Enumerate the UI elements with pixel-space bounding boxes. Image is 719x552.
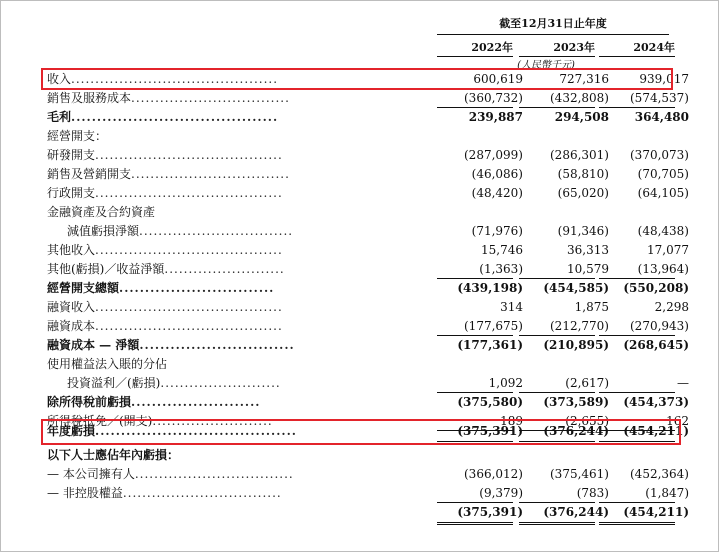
value-2022: (375,391) xyxy=(457,424,523,438)
value-2023: (2,655) xyxy=(565,414,609,428)
value-2024: (574,537) xyxy=(630,91,689,105)
subtotal-rule xyxy=(437,107,513,108)
value-2022: (366,012) xyxy=(464,467,523,481)
row-label: 其他收入....................................... xyxy=(47,243,283,257)
subtotal-rule xyxy=(437,392,513,393)
value-2024: 939,017 xyxy=(639,72,689,86)
row-total-operating-expenses xyxy=(41,280,689,297)
value-2024: (268,645) xyxy=(623,338,689,352)
total-double-rule xyxy=(599,522,675,525)
value-2024: (70,705) xyxy=(637,167,689,181)
subtotal-rule xyxy=(519,335,595,336)
row-label: 其他(虧損)／收益淨額......................... xyxy=(47,262,285,276)
year-2024-header: 2024年 xyxy=(633,41,675,54)
value-2022: (177,675) xyxy=(464,319,523,333)
subtotal-rule xyxy=(519,392,595,393)
row-label: 融資收入....................................... xyxy=(47,300,283,314)
row-label: 銷售及營銷開支................................. xyxy=(47,167,290,181)
row-gross-profit xyxy=(41,109,689,126)
value-2023: 294,508 xyxy=(554,110,609,124)
row-label: 金融資產及合約資產 xyxy=(47,205,156,219)
subtotal-rule xyxy=(599,502,675,503)
period-header: 截至12月31日止年度 xyxy=(499,17,607,30)
row-loss-before-tax xyxy=(41,394,689,411)
value-2022: 15,746 xyxy=(481,243,523,257)
value-2022: (48,420) xyxy=(471,186,523,200)
row-label: 減值虧損淨額................................ xyxy=(67,224,294,238)
year-2023-header: 2023年 xyxy=(553,41,595,54)
subtotal-rule xyxy=(519,107,595,108)
value-2024: (48,438) xyxy=(637,224,689,238)
value-2023: (65,020) xyxy=(557,186,609,200)
value-2022: 600,619 xyxy=(473,72,523,86)
subtotal-rule xyxy=(519,278,595,279)
value-2023: (210,895) xyxy=(543,338,609,352)
value-2022: 314 xyxy=(500,300,523,314)
value-2024: (454,211) xyxy=(623,505,689,519)
value-2023: (376,244) xyxy=(543,505,609,519)
row-equity-method-heading xyxy=(41,356,681,373)
value-2024: (270,943) xyxy=(630,319,689,333)
subtotal-rule xyxy=(599,107,675,108)
value-2024: (13,964) xyxy=(637,262,689,276)
row-label: 行政開支....................................... xyxy=(47,186,283,200)
value-2022: (9,379) xyxy=(479,486,523,500)
row-owners-of-company xyxy=(41,466,689,483)
value-2023: 10,579 xyxy=(567,262,609,276)
row-financial-assets-heading xyxy=(41,204,681,221)
row-label: 毛利........................................ xyxy=(47,110,279,124)
value-2024: (64,105) xyxy=(637,186,689,200)
value-2023: (783) xyxy=(576,486,609,500)
row-finance-income xyxy=(41,299,689,316)
row-cost-of-sales xyxy=(41,90,689,107)
row-label: 收入........................................... xyxy=(47,72,279,86)
value-2023: (212,770) xyxy=(550,319,609,333)
value-2022: (46,086) xyxy=(471,167,523,181)
value-2024: 162 xyxy=(666,414,689,428)
value-2024: 17,077 xyxy=(647,243,689,257)
value-2023: 727,316 xyxy=(559,72,609,86)
value-2023: 36,313 xyxy=(567,243,609,257)
value-2022: (287,099) xyxy=(464,148,523,162)
year-2022-header: 2022年 xyxy=(471,41,513,54)
row-revenue xyxy=(41,71,689,88)
row-operating-expenses-heading xyxy=(41,128,681,145)
row-attributable-heading xyxy=(41,447,681,464)
value-2023: 1,875 xyxy=(574,300,609,314)
value-2022: 1,092 xyxy=(488,376,523,390)
value-2023: (91,346) xyxy=(557,224,609,238)
value-2022: (439,198) xyxy=(457,281,523,295)
row-label: 融資成本....................................... xyxy=(47,319,283,333)
row-label: 年度虧損....................................... xyxy=(47,424,297,438)
row-label: 所得稅抵免／(開支)......................... xyxy=(47,414,273,428)
row-label: — 本公司擁有人................................. xyxy=(47,467,294,481)
row-investment-profit-loss xyxy=(41,375,689,392)
value-2022: (177,361) xyxy=(457,338,523,352)
value-2023: (454,585) xyxy=(543,281,609,295)
value-2024: (370,073) xyxy=(630,148,689,162)
value-2023: (376,244) xyxy=(543,424,609,438)
value-2024: — xyxy=(677,376,689,390)
subtotal-rule xyxy=(437,278,513,279)
row-admin-expenses xyxy=(41,185,689,202)
row-attributable-total xyxy=(41,504,689,521)
value-2022: (375,391) xyxy=(457,505,523,519)
row-impairment-losses xyxy=(41,223,689,240)
total-double-rule xyxy=(437,441,513,444)
value-2024: (454,373) xyxy=(623,395,689,409)
value-2024: 364,480 xyxy=(634,110,689,124)
unit-label: (人民幣千元) xyxy=(517,60,575,71)
total-double-rule xyxy=(599,441,675,444)
value-2023: (432,808) xyxy=(550,91,609,105)
value-2024: 2,298 xyxy=(654,300,689,314)
total-double-rule xyxy=(519,441,595,444)
value-2023: (375,461) xyxy=(550,467,609,481)
row-label: 銷售及服務成本................................. xyxy=(47,91,290,105)
value-2022: (71,976) xyxy=(471,224,523,238)
value-2024: (550,208) xyxy=(623,281,689,295)
row-rd-expenses xyxy=(41,147,689,164)
value-2023: (2,617) xyxy=(565,376,609,390)
row-label: 除所得稅前虧損......................... xyxy=(47,395,261,409)
period-header-rule xyxy=(437,34,669,35)
row-label: 經營開支總額.............................. xyxy=(47,281,275,295)
row-label: 以下人士應佔年內虧損： xyxy=(47,448,180,462)
row-label: 研發開支....................................... xyxy=(47,148,283,162)
row-label: 融資成本 — 淨額.............................. xyxy=(47,338,295,352)
row-finance-costs-net xyxy=(41,337,689,354)
total-double-rule xyxy=(519,522,595,525)
value-2022: (375,580) xyxy=(457,395,523,409)
value-2024: (1,847) xyxy=(645,486,689,500)
row-non-controlling-interests xyxy=(41,485,689,502)
row-other-gains-losses xyxy=(41,261,689,278)
value-2023: (58,810) xyxy=(557,167,609,181)
value-2023: (373,589) xyxy=(543,395,609,409)
value-2024: (452,364) xyxy=(630,467,689,481)
row-finance-costs xyxy=(41,318,689,335)
value-2022: (360,732) xyxy=(464,91,523,105)
value-2022: (1,363) xyxy=(479,262,523,276)
row-label: 使用權益法入賬的分佔 xyxy=(47,357,168,371)
subtotal-rule xyxy=(437,502,513,503)
total-double-rule xyxy=(437,522,513,525)
subtotal-rule xyxy=(599,335,675,336)
value-2022: 239,887 xyxy=(468,110,523,124)
row-other-income xyxy=(41,242,689,259)
row-label: 經營開支： xyxy=(47,129,108,143)
row-loss-for-year xyxy=(41,423,689,440)
subtotal-rule xyxy=(519,502,595,503)
subtotal-rule xyxy=(599,278,675,279)
year-2024-rule xyxy=(599,56,675,57)
row-label: 投資溢利／(虧損)......................... xyxy=(67,376,281,390)
row-selling-marketing-expenses xyxy=(41,166,689,183)
row-label: — 非控股權益................................. xyxy=(47,486,282,500)
value-2023: (286,301) xyxy=(550,148,609,162)
subtotal-rule xyxy=(599,392,675,393)
value-2022: 189 xyxy=(500,414,523,428)
subtotal-rule xyxy=(437,335,513,336)
value-2024: (454,211) xyxy=(623,424,689,438)
